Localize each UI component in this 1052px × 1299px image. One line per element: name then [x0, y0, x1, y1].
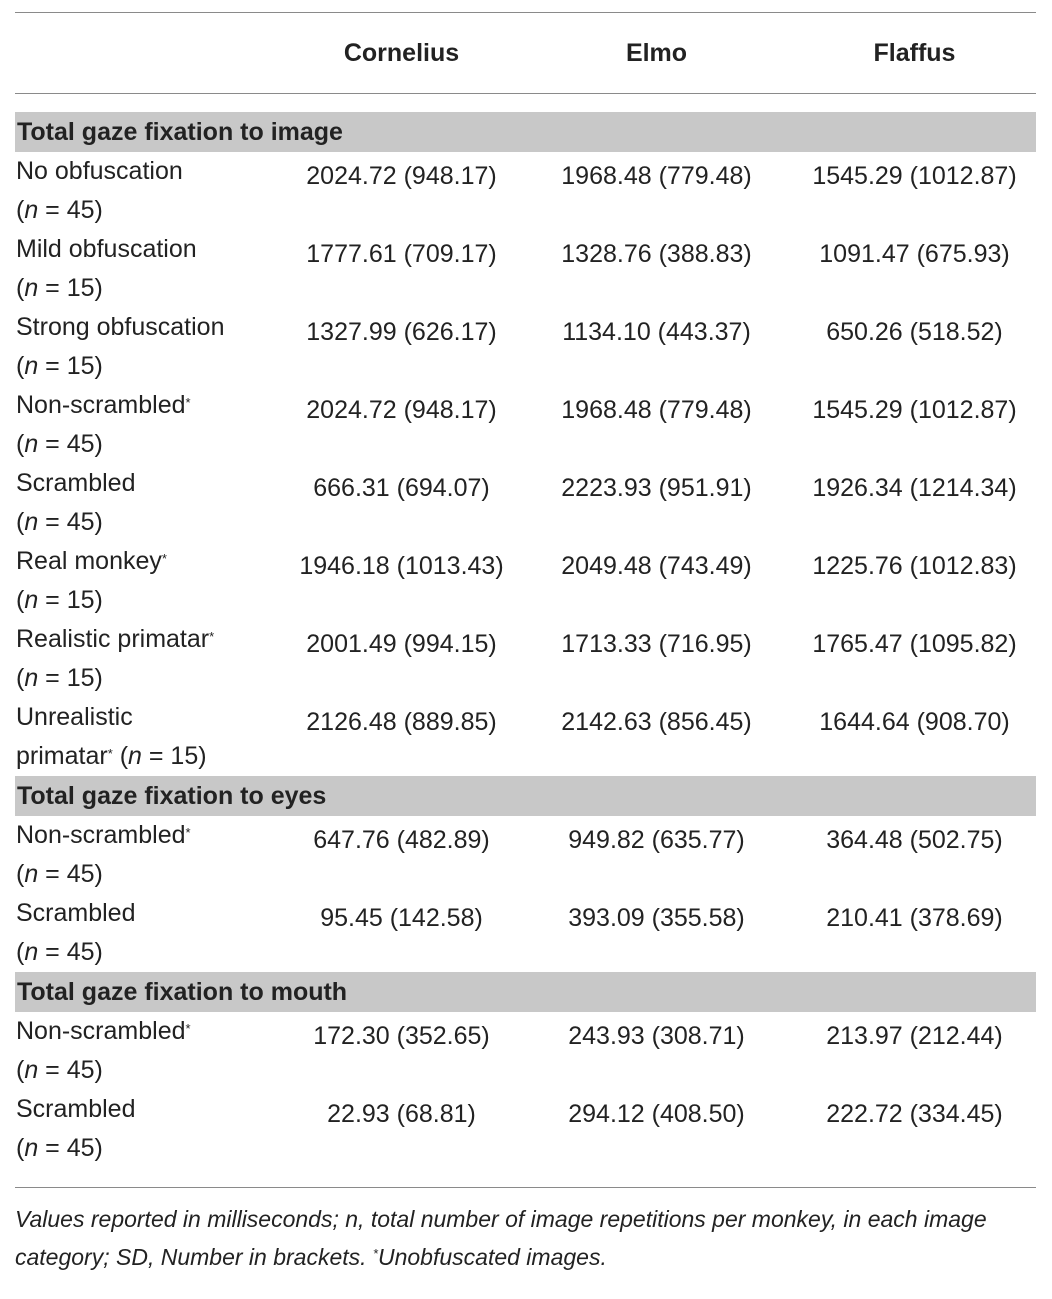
row-n-open: (	[16, 860, 25, 888]
row-n-open: (	[16, 274, 25, 302]
table-cell-value: 1765.47 (1095.82)	[812, 630, 1017, 658]
row-n-var: n	[24, 664, 39, 692]
column-header-cornelius: Cornelius	[343, 38, 460, 67]
footnote-tail: Unobfuscated images.	[377, 1244, 607, 1270]
row-n-open: (	[16, 430, 25, 458]
row-label-star: *	[185, 825, 191, 840]
row-n-var: n	[24, 508, 39, 536]
row-label	[15, 620, 283, 698]
row-label	[15, 542, 283, 620]
row-n-var: n	[128, 742, 142, 770]
table-cell-value: 666.31 (694.07)	[313, 474, 490, 502]
row-n-eq: = 45)	[38, 860, 103, 888]
section-header-row	[15, 972, 1036, 1012]
row-n-eq: = 45)	[38, 1134, 103, 1162]
row-label-star: *	[185, 1021, 191, 1036]
table-row	[15, 894, 1036, 972]
table-cell-value: 364.48 (502.75)	[826, 826, 1003, 854]
table-row	[15, 386, 1036, 464]
row-label-text: No obfuscation	[16, 157, 183, 185]
row-label-text: Strong obfuscation	[16, 313, 225, 341]
row-label	[15, 386, 283, 464]
section-title: Total gaze fixation to eyes	[15, 776, 1036, 816]
table-cell-value: 1545.29 (1012.87)	[812, 162, 1017, 190]
table-row	[15, 230, 1036, 308]
table-cell-value: 1946.18 (1013.43)	[299, 552, 504, 580]
row-label	[15, 152, 283, 230]
column-header-elmo: Elmo	[625, 38, 688, 67]
row-label	[15, 308, 283, 386]
table-cell-value: 1327.99 (626.17)	[306, 318, 497, 346]
table-row	[15, 542, 1036, 620]
table-cell-value: 210.41 (378.69)	[826, 904, 1003, 932]
row-n-var: n	[24, 938, 39, 966]
section-title: Total gaze fixation to image	[15, 112, 1036, 152]
table-cell-value: 647.76 (482.89)	[313, 826, 490, 854]
table-footnote	[15, 1188, 1036, 1276]
section-header-row	[15, 112, 1036, 152]
row-n-eq: = 45)	[38, 196, 103, 224]
table-cell-value: 1713.33 (716.95)	[561, 630, 752, 658]
table-cell-value: 213.97 (212.44)	[826, 1022, 1003, 1050]
table-cell-value: 2142.63 (856.45)	[561, 708, 752, 736]
row-n-eq: = 15)	[38, 586, 103, 614]
row-label-text: Unrealistic	[16, 703, 133, 731]
row-label-text: Non-scrambled	[16, 1017, 186, 1045]
section-header-row	[15, 776, 1036, 816]
table-row	[15, 698, 1036, 776]
row-label-text: Non-scrambled	[16, 821, 186, 849]
table-cell-value: 1545.29 (1012.87)	[812, 396, 1017, 424]
row-n-var: n	[24, 586, 39, 614]
row-n-eq: = 15)	[38, 274, 103, 302]
footnote-star: *	[372, 1246, 378, 1261]
row-label-text: Scrambled	[16, 469, 136, 497]
row-n-open: (	[16, 938, 25, 966]
table-cell-value: 2126.48 (889.85)	[306, 708, 497, 736]
header-rule	[15, 94, 1036, 113]
header-row	[15, 13, 1036, 94]
row-n-open: (	[16, 196, 25, 224]
row-label-text-2: primatar	[16, 742, 108, 770]
row-label-star: *	[185, 395, 191, 410]
row-n-open: (	[16, 664, 25, 692]
row-n-var: n	[24, 274, 39, 302]
row-n-open: (	[16, 1134, 25, 1162]
table-container	[15, 12, 1036, 1276]
row-n-var: n	[24, 860, 39, 888]
table-row	[15, 464, 1036, 542]
row-n-eq: = 45)	[38, 1056, 103, 1084]
row-label	[15, 1090, 283, 1168]
table-cell-value: 2024.72 (948.17)	[306, 162, 497, 190]
row-label	[15, 816, 283, 894]
table-cell-value: 1777.61 (709.17)	[306, 240, 497, 268]
table-row	[15, 620, 1036, 698]
table-cell-value: 1328.76 (388.83)	[561, 240, 752, 268]
row-n-eq: = 45)	[38, 938, 103, 966]
row-label	[15, 464, 283, 542]
row-label	[15, 894, 283, 972]
row-n-eq: = 15)	[38, 664, 103, 692]
table-cell-value: 1968.48 (779.48)	[561, 396, 752, 424]
row-label-text: Realistic primatar	[16, 625, 210, 653]
row-label-text: Mild obfuscation	[16, 235, 197, 263]
table-cell-value: 222.72 (334.45)	[826, 1100, 1003, 1128]
row-n-var: n	[24, 430, 39, 458]
row-n-var: n	[24, 1134, 39, 1162]
table-row	[15, 1090, 1036, 1168]
table-cell-value: 1134.10 (443.37)	[562, 318, 751, 346]
row-n-var: n	[24, 196, 39, 224]
table-cell-value: 1091.47 (675.93)	[819, 240, 1010, 268]
table-cell-value: 95.45 (142.58)	[320, 904, 483, 932]
row-n-eq: = 15)	[141, 742, 207, 770]
table-row	[15, 308, 1036, 386]
table-cell-value: 2024.72 (948.17)	[306, 396, 497, 424]
row-n-open: (	[16, 352, 25, 380]
table-cell-value: 2001.49 (994.15)	[306, 630, 497, 658]
table-cell-value: 294.12 (408.50)	[568, 1100, 745, 1128]
row-label-star: *	[209, 629, 215, 644]
table-cell-value: 1926.34 (1214.34)	[812, 474, 1017, 502]
row-label-text: Scrambled	[16, 1095, 136, 1123]
row-n-var: n	[24, 352, 39, 380]
footnote-text: Values reported in milliseconds; n, total number of image repetitions per monkey, in each image category; SD, Number in brackets.	[15, 1206, 987, 1270]
row-n-open: (	[16, 586, 25, 614]
table-body	[15, 94, 1036, 1169]
table-cell-value: 650.26 (518.52)	[826, 318, 1003, 346]
row-label-star: *	[161, 551, 167, 566]
table-row	[15, 1012, 1036, 1090]
row-n-open: (	[112, 742, 129, 770]
table-cell-value: 1644.64 (908.70)	[819, 708, 1010, 736]
row-n-var: n	[24, 1056, 39, 1084]
section-title: Total gaze fixation to mouth	[15, 972, 1036, 1012]
table-row	[15, 816, 1036, 894]
table-cell-value: 1968.48 (779.48)	[561, 162, 752, 190]
row-label	[15, 698, 283, 776]
table-cell-value: 172.30 (352.65)	[313, 1022, 490, 1050]
row-label-text: Real monkey	[16, 547, 162, 575]
row-label-text: Scrambled	[16, 899, 136, 927]
table-cell-value: 949.82 (635.77)	[568, 826, 745, 854]
table-cell-value: 2049.48 (743.49)	[561, 552, 752, 580]
table-row	[15, 152, 1036, 230]
data-table	[15, 13, 1036, 1168]
row-label-text: Non-scrambled	[16, 391, 186, 419]
row-n-eq: = 45)	[38, 430, 103, 458]
row-label	[15, 230, 283, 308]
row-n-open: (	[16, 1056, 25, 1084]
row-n-open: (	[16, 508, 25, 536]
table-cell-value: 243.93 (308.71)	[568, 1022, 745, 1050]
table-cell-value: 2223.93 (951.91)	[561, 474, 752, 502]
row-n-eq: = 45)	[38, 508, 103, 536]
table-cell-value: 1225.76 (1012.83)	[812, 552, 1017, 580]
table-cell-value: 22.93 (68.81)	[327, 1100, 476, 1128]
column-header-flaffus: Flaffus	[873, 38, 956, 67]
row-n-eq: = 15)	[38, 352, 103, 380]
row-label	[15, 1012, 283, 1090]
column-header-blank	[15, 13, 283, 94]
row-label-star: *	[107, 746, 113, 761]
table-cell-value: 393.09 (355.58)	[568, 904, 745, 932]
